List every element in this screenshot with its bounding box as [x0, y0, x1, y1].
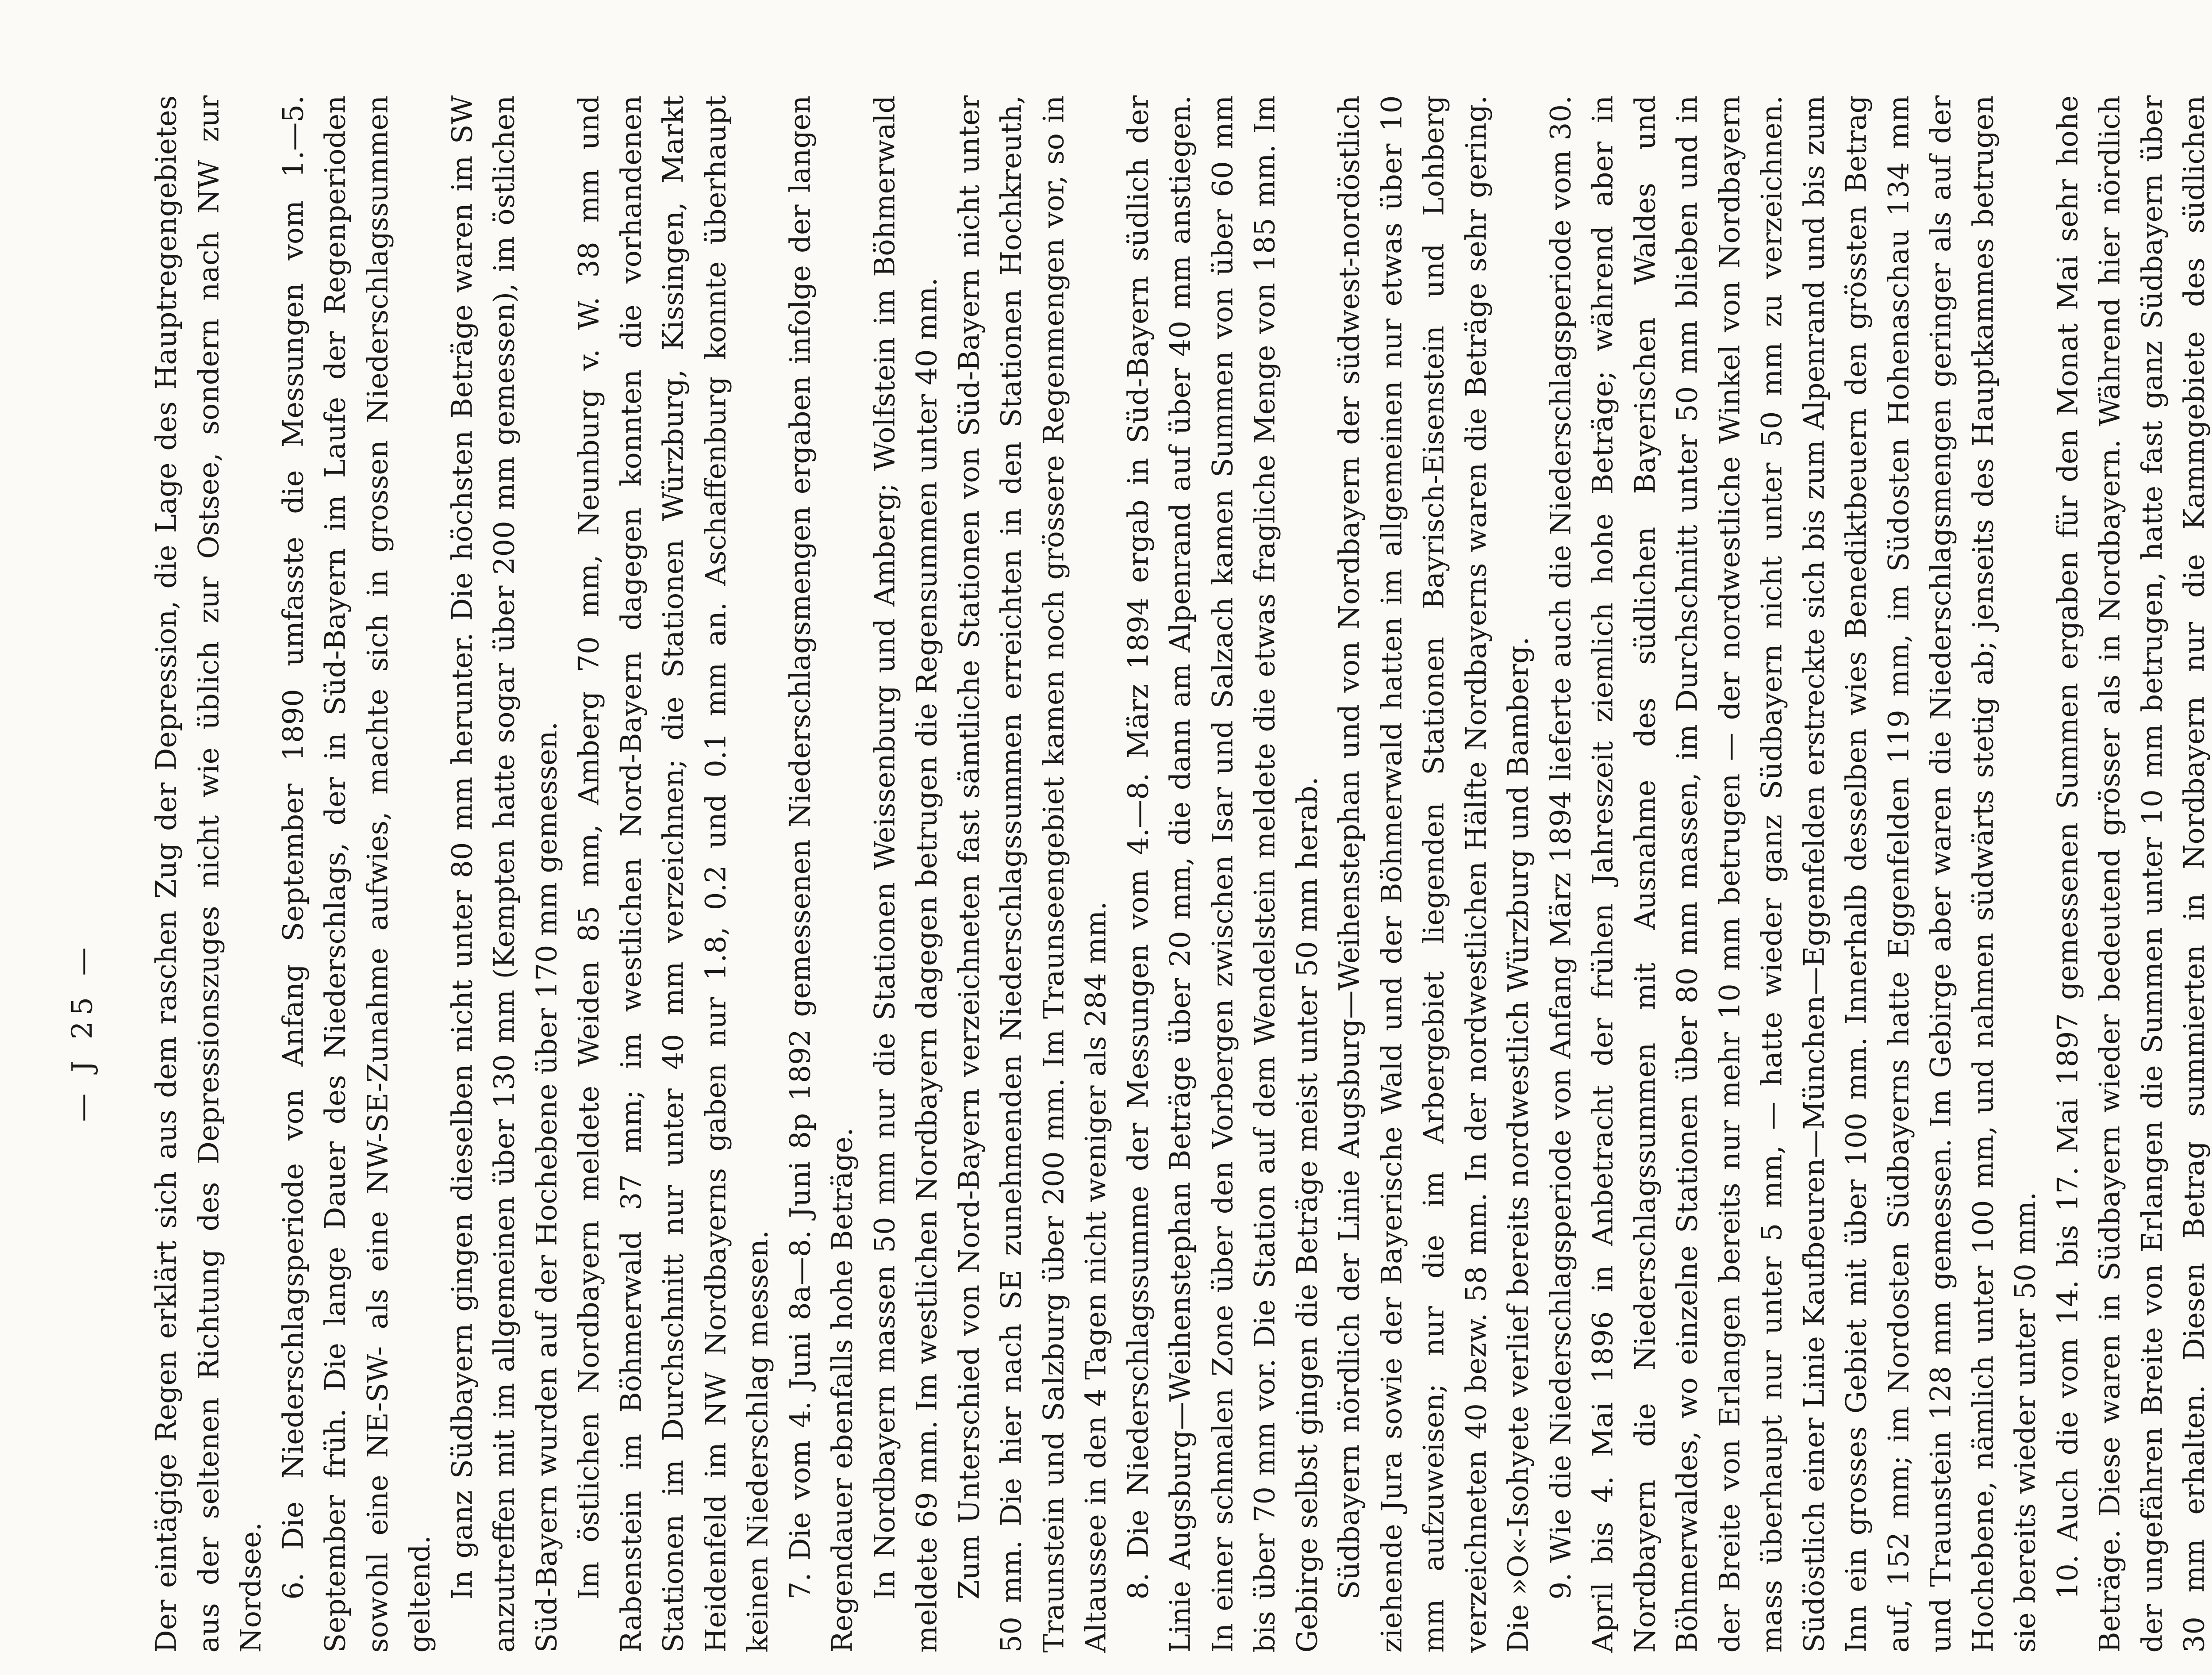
paragraph: Südbayern nördlich der Linie Augsburg—Weihenstephan und von Nordbayern der südwest-nordöstlich ziehende Jura sowie der Bayerische Wald und der Böhmerwald hatten im allgemeinen nur etwas über 10 mm aufzuweisen; nur die im Arbergebiet liegenden Stationen Bayrisch-Eisenstein und Lohberg verzeichneten 40 bezw. 58 mm. In der nordwestlichen Hälfte Nordbayerns waren die Beträge sehr gering. Die »O«-Isohyete verlief bereits nordwestlich Würzburg und Bamberg.: [1329, 96, 1540, 1653]
paragraph: Im östlichen Nordbayern meldete Weiden 85 mm, Amberg 70 mm, Neunburg v. W. 38 mm und Rabenstein im Böhmerwald 37 mm; im westlichen Nord-Bayern dagegen konnten die vorhandenen Stationen im Durchschnitt nur unter 40 mm verzeichnen; die Stationen Würzburg, Kissingen, Markt Heidenfeld im NW Nordbayerns gaben nur 1.8, 0.2 und 0.1 mm an. Aschaffenburg konnte überhaupt keinen Niederschlag messen.: [568, 96, 780, 1653]
paragraph: In Nordbayern massen 50 mm nur die Stationen Weissenburg und Amberg; Wolfstein im Böhmerwald meldete 69 mm. Im westlichen Nordbayern dagegen betrugen die Regensummen unter 40 mm.: [864, 96, 949, 1653]
paragraph: 7. Die vom 4. Juni 8a—8. Juni 8p 1892 gemessenen Niederschlagsmengen ergaben infolge der langen Regendauer ebenfalls hohe Beträge.: [780, 96, 864, 1653]
paragraph: Zum Unterschied von Nord-Bayern verzeichneten fast sämtliche Stationen von Süd-Bayern nicht unter 50 mm. Die hier nach SE zunehmenden Niederschlagssummen erreichten in den Stationen Hochkreuth, Traunstein und Salzburg über 200 mm. Im Traunseengebiet kamen noch grössere Regenmengen vor, so in Altaussee in den 4 Tagen nicht weniger als 284 mm.: [949, 96, 1118, 1653]
page-header: — J 25 —: [66, 941, 99, 1122]
paragraph: 9. Wie die Niederschlagsperiode von Anfang März 1894 lieferte auch die Niederschlagsperiode vom 30. April bis 4. Mai 1896 in Anbetracht der frühen Jahreszeit ziemlich hohe Beträge; während aber in Nordbayern die Niederschlagssummen mit Ausnahme des südlichen Bayerischen Waldes und Böhmerwaldes, wo einzelne Stationen über 80 mm massen, im Durchschnitt unter 50 mm blieben und in der Breite von Erlangen bereits nur mehr 10 mm betrugen — der nordwestliche Winkel von Nordbayern mass überhaupt nur unter 5 mm, — hatte wieder ganz Südbayern nicht unter 50 mm zu verzeichnen. Südöstlich einer Linie Kaufbeuren—München—Eggenfelden erstreckte sich bis zum Alpenrand und bis zum Inn ein grosses Gebiet mit über 100 mm. Innerhalb desselben wies Benediktbeuern den grössten Betrag auf, 152 mm; im Nordosten Südbayerns hatte Eggenfelden 119 mm, im Südosten Hohenaschau 134 mm und Traunstein 128 mm gemessen. Im Gebirge aber waren die Niederschlagsmengen geringer als auf der Hochebene, nämlich unter 100 mm, und nahmen südwärts stetig ab; jenseits des Hauptkammes betrugen sie bereits wieder unter 50 mm.: [1540, 96, 2047, 1653]
paragraph: In ganz Südbayern gingen dieselben nicht unter 80 mm herunter. Die höchsten Beträge waren im SW anzutreffen mit im allgemeinen über 130 mm (Kempten hatte sogar über 200 mm gemessen), im östlichen Süd-Bayern wurden auf der Hochebene über 170 mm gemessen.: [442, 96, 568, 1653]
paragraph: Der eintägige Regen erklärt sich aus dem raschen Zug der Depression, die Lage des Hauptregengebietes aus der seltenen Richtung des Depressionszuges nicht wie üblich zur Ostsee, sondern nach NW zur Nordsee.: [146, 96, 273, 1653]
paragraph: 10. Auch die vom 14. bis 17. Mai 1897 gemessenen Summen ergaben für den Monat Mai sehr hohe Beträge. Diese waren in Südbayern wieder bedeutend grösser als in Nordbayern. Während hier nördlich der ungefähren Breite von Erlangen die Summen unter 10 mm betrugen, hatte fast ganz Südbayern über 30 mm erhalten. Diesen Betrag summierten in Nordbayern nur die Kammgebiete des südlichen: [2047, 96, 2212, 1653]
document-page: [0, 78, 2177, 1653]
body-text: [146, 96, 2212, 1653]
paragraph: 8. Die Niederschlagssumme der Messungen vom 4.—8. März 1894 ergab in Süd-Bayern südlich der Linie Augsburg—Weihenstephan Beträge über 20 mm, die dann am Alpenrand auf über 40 mm anstiegen. In einer schmalen Zone über den Vorbergen zwischen Isar und Salzach kamen Summen von über 60 mm bis über 70 mm vor. Die Station auf dem Wendelstein meldete die etwas fragliche Menge von 185 mm. Im Gebirge selbst gingen die Beträge meist unter 50 mm herab.: [1118, 96, 1329, 1653]
paragraph: 6. Die Niederschlagsperiode von Anfang September 1890 umfasste die Messungen vom 1.—5. September früh. Die lange Dauer des Niederschlags, der in Süd-Bayern im Laufe der Regenperioden sowohl eine NE-SW- als eine NW-SE-Zunahme aufwies, machte sich in grossen Niederschlagssummen geltend.: [273, 96, 442, 1653]
